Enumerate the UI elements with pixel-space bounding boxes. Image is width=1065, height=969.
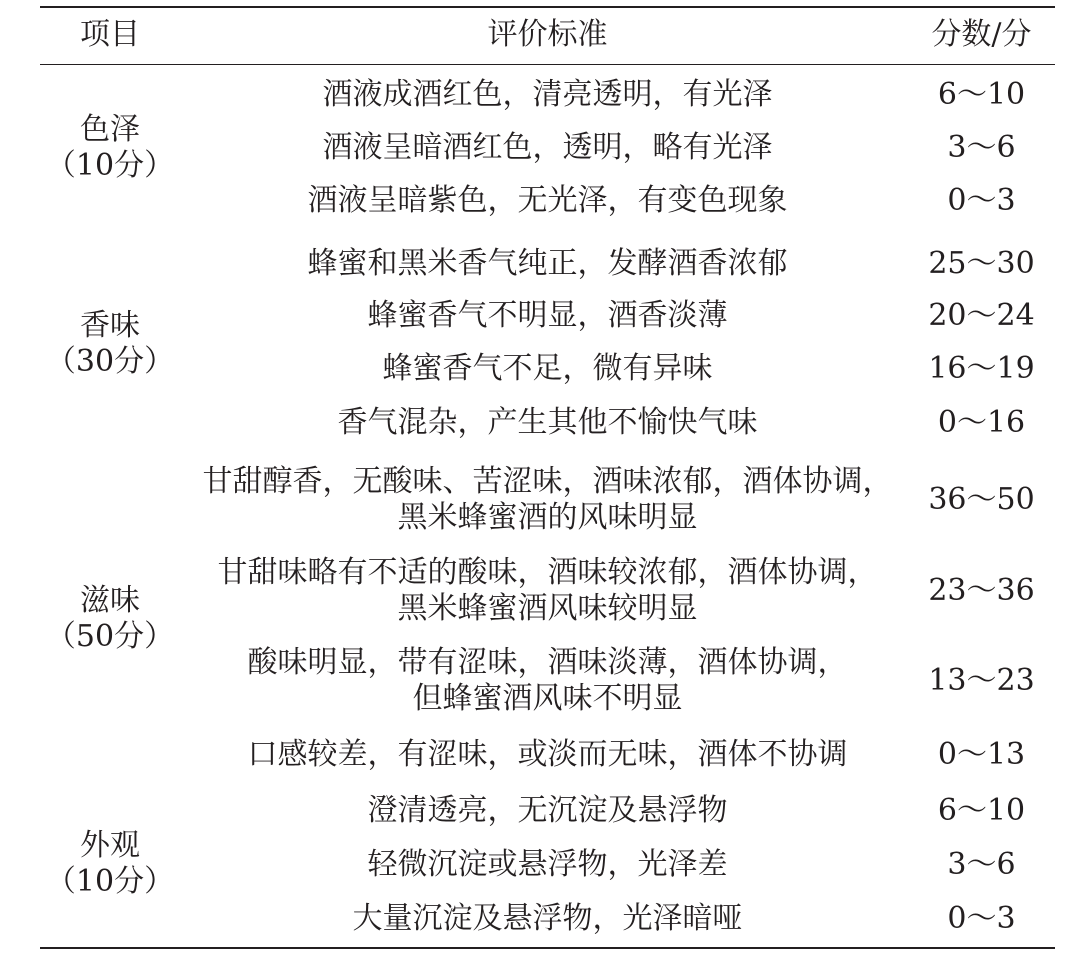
score-cell: 36～50	[928, 482, 1035, 517]
score-cell: 0～3	[947, 183, 1016, 218]
table-header-rule	[40, 64, 1055, 65]
score-cell: 13～23	[928, 663, 1035, 698]
criteria-cell: 香气混杂，产生其他不愉快气味	[337, 405, 758, 440]
category-name: 色泽	[80, 112, 140, 147]
criteria-cell: 蜂蜜香气不明显，酒香淡薄	[367, 298, 728, 333]
criteria-cell: 澄清透亮，无沉淀及悬浮物	[367, 793, 728, 828]
criteria-cell: 酒液呈暗酒红色，透明，略有光泽	[322, 130, 773, 165]
category-appearance	[40, 784, 180, 944]
score-cell: 3～6	[947, 130, 1016, 165]
score-cell: 20～24	[928, 298, 1035, 333]
score-cell: 0～13	[937, 737, 1026, 772]
score-cell: 23～36	[928, 573, 1035, 608]
criteria-cell: 甘甜味略有不适的酸味，酒味较浓郁，酒体协调， 黑米蜂蜜酒风味较明显	[217, 555, 878, 626]
score-cell: 16～19	[928, 351, 1035, 386]
category-points: （50分）	[45, 619, 175, 654]
category-name: 外观	[80, 828, 140, 863]
header-score: 分数/分	[931, 17, 1032, 52]
criteria-cell: 甘甜醇香，无酸味、苦涩味，酒味浓郁，酒体协调， 黑米蜂蜜酒的风味明显	[202, 464, 893, 535]
header-criteria: 评价标准	[487, 17, 608, 52]
criteria-cell: 口感较差，有涩味，或淡而无味，酒体不协调	[247, 737, 848, 772]
header-item: 项目	[80, 17, 140, 52]
criteria-cell: 大量沉淀及悬浮物，光泽暗哑	[352, 901, 743, 936]
category-name: 滋味	[80, 583, 140, 618]
criteria-cell: 轻微沉淀或悬浮物，光泽差	[367, 847, 728, 882]
criteria-cell: 酒液呈暗紫色，无光泽，有变色现象	[307, 183, 788, 218]
score-cell: 0～16	[937, 405, 1026, 440]
table-bottom-rule	[40, 947, 1055, 949]
category-name: 香味	[80, 308, 140, 343]
score-cell: 6～10	[937, 77, 1026, 112]
category-taste	[40, 454, 180, 784]
criteria-cell: 蜂蜜和黑米香气纯正，发酵酒香浓郁	[307, 246, 788, 281]
score-cell: 3～6	[947, 847, 1016, 882]
score-cell: 6～10	[937, 793, 1026, 828]
category-points: （10分）	[45, 864, 175, 899]
score-cell: 0～3	[947, 901, 1016, 936]
category-aroma	[40, 238, 180, 450]
criteria-cell: 蜂蜜香气不足，微有异味	[382, 351, 713, 386]
criteria-cell: 酸味明显，带有涩味，酒味淡薄，酒体协调， 但蜂蜜酒风味不明显	[247, 645, 848, 716]
score-cell: 25～30	[928, 246, 1035, 281]
category-points: （10分）	[45, 148, 175, 183]
category-points: （30分）	[45, 344, 175, 379]
criteria-cell: 酒液成酒红色，清亮透明，有光泽	[322, 77, 773, 112]
category-color	[40, 68, 180, 228]
